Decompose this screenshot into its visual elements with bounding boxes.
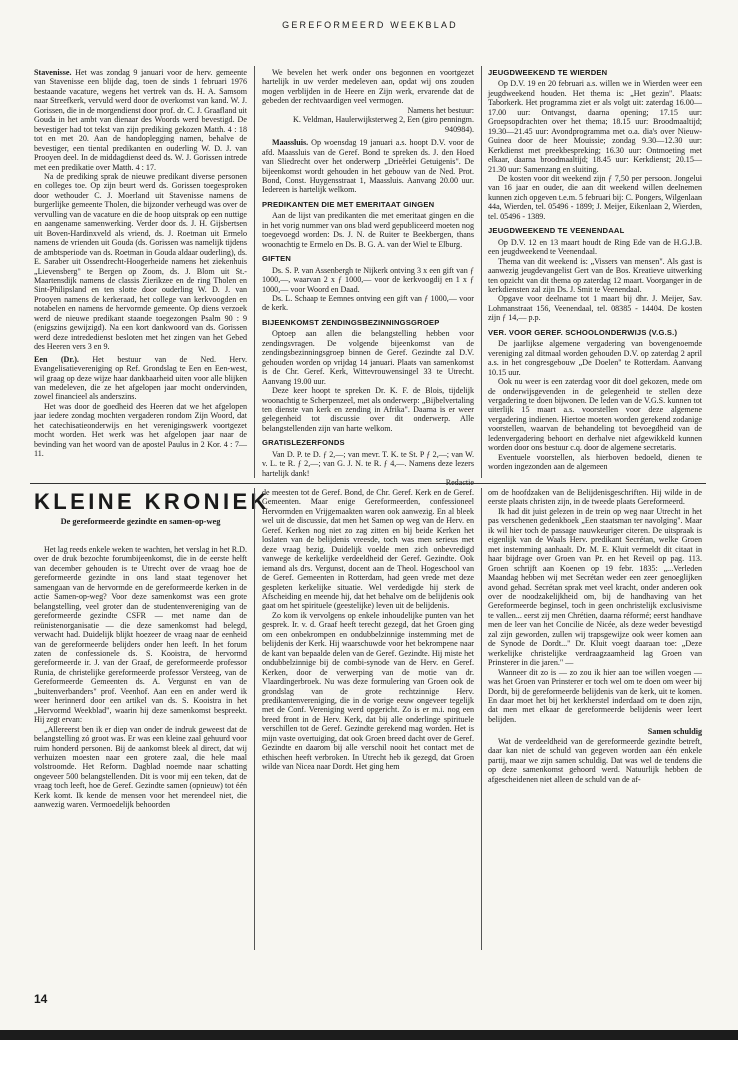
paragraph: Ds. L. Schaap te Eemnes ontving een gift van ƒ 1000,— voor de kerk. <box>262 293 474 313</box>
section-heading: JEUGDWEEKEND TE WIERDEN <box>488 68 608 77</box>
column-3 <box>488 68 702 474</box>
paragraph: Optoep aan allen die belangstelling hebben voor zendingsvragen. De volgende bijeenkomst van de zendingsbezinningsgroep binnen de Geref. Gezindte zal D.V. gehouden worden op vrijdag 14 januari. Plaats van samenkomst is de Chr. Geref. Kerk, Wittevrouwensingel 33 te Utrecht. Aanvang 19.00 uur. <box>262 329 474 386</box>
paragraph-text: Op woensdag 19 januari a.s. hoopt D.V. voor de afd. Maassluis van de Geref. Bond te spreken ds. J. den Hoed van Sliedrecht over het onderwerp „Drieërlei Getuigenis". De bijeenkomst wordt gehouden in het gebouw van de Ned. Prot. Bond, Const. Huygensstraat 1, Maassluis. Aanvang 20.00 uur. Iedereen is hartelijk welkom. <box>262 138 474 195</box>
scan-margin <box>0 1040 738 1068</box>
column-rule <box>481 66 482 478</box>
paragraph: Op D.V. 19 en 20 februari a.s. willen we in Wierden weer een jeugdweekend houden. Het thema is: „Het gezin". Plaats: Taborkerk. Het programma ziet er als volgt uit: zaterdag 16.00—17.00 uur: Ontvangst, daarna opening; 17.15 uur: Groepsopdrachten over het thema; 18.15 uur: Broodmaaltijd; 19.30—21.45 uur: Avondprogramma met o.a. dia's over Nieuw-Guinea door de heer Mouissie; zondag 9.30—12.30 uur: Kerkdienst met preekbespreking; 16.30 uur: Ontmoeting met elkaar, daarna broodmaaltijd; 18.45 uur: Kerkdienst; 20.15—21.30 uur: Samenzang en sluiting. <box>488 79 702 174</box>
column-2 <box>262 68 474 488</box>
column-rule <box>254 66 255 478</box>
signature: Redactie <box>445 478 474 488</box>
paragraph: om de hoofdzaken van de Belijdenisgeschriften. Hij wilde in de eerste plaats christen zijn, in de tweede plaats Gereformeerd. <box>488 488 702 507</box>
kleine-kroniek-subtitle: De gereformeerde gezindte en samen-op-weg <box>60 517 221 526</box>
paragraph: We bevelen het werk onder ons begonnen en voortgezet hartelijk in uw verder medeleven aan, opdat wij ons zouden mogen verblijden in de Heere en Zijn werk, ervarende dat de gebeden der rechtvaardigen veel vermogen. <box>262 68 474 106</box>
paragraph: Ook nu weer is een zaterdag voor dit doel gekozen, mede om de onderwijsgevenden in de gelegenheid te stellen deze vergadering te doen bijwonen. De leden van de V.G.S. kunnen tot uiterlijk 15 maart a.s. voorstellen voor deze algemene vergadering indienen. Hiertoe moeten worden gerekend zodanige voorstellen, waarvan de behandeling tot bevoegdheid van de ledenvergadering behoort en derhalve niet afgewikkeld kunnen worden door ons bestuur c.q. door de algemene secretaris. <box>488 377 702 453</box>
paragraph: „Allereerst ben ik er diep van onder de indruk geweest dat de belangstelling zó groot was. Er was een kleine zaal gehuurd voor ruim honderd personen. Bij de aankomst bleek al direct, dat wij verhuizen moesten naar een grotere zaal, die hele maal volstroomde. Het Reform. Dagblad noemde naar schatting ongeveer 500 belangstellenden. Dit is voor mij een teken, dat de vraag toch leeft, hoe de Geref. Gezindte samen (opnieuw) tot één Kerk komt. Ik kende de mensen voor het merendeel niet, die aanwezig waren. Vermoedelijk behoorden <box>34 724 247 810</box>
news-stavenisse <box>34 68 247 172</box>
section-divider <box>30 483 706 484</box>
paragraph-text: Het was zondag 9 januari voor de herv. gemeente van Stavenisse een blijde dag, toen de sinds 1 februari 1976 bestaande vacature, wegens het vertrek van ds. H. A. Samsom naar Streefkerk, vervuld werd door de overkomst van kand. W. J. Gorissen, die in de morgendienst door prof. dr. C. J. Graafland uit Gouda in het ambt van dienaar des Woords werd bevestigd. De bevestiger had tot tekst van zijn prediking gekozen Matth. 4 : 18 tot en met 20. Aan de handoplegging namen, behalve de bevestiger, een tiental predikanten en ouderling W. D. J. van Prooyen deel. In de middagdienst deed ds. W. J. Gorissen intrede met een predikatie over Matth. 4 : 17. <box>34 68 247 172</box>
paragraph: Van D. P. te D. ƒ 2,—; van mevr. T. K. te St. P ƒ 2,—; van W. v. L. te R. ƒ 2,—; van G. J. N. te R. ƒ 4,—. Namens deze lezers hartelijk dank! <box>262 449 474 478</box>
scan-edge-bar <box>0 1030 738 1040</box>
paragraph-lead: Maassluis. <box>272 138 309 148</box>
section-heading: JEUGDWEEKEND TE VEENENDAAL <box>488 226 625 236</box>
kroniek-column-3 <box>488 488 702 950</box>
section-heading: VER. VOOR GEREF. SCHOOLONDERWIJS (V.G.S.) <box>488 327 678 337</box>
signature-name: K. Veldman, Haulerwijksterweg 2, Een (giro penningm. 940984). <box>292 115 474 134</box>
paragraph-text: Het bestuur van de Ned. Herv. Evangelisatievereniging op Ref. Grondslag te Een en Een-west, wil graag op deze wijze haar dankbaarheid uiten voor alle blijken van medeleven, die ze het afgelopen jaar mocht ondervinden, zowel financieel als anderszins. <box>34 354 248 402</box>
paragraph: Ik had dit juist gelezen in de trein op weg naar Utrecht in het pas verschenen gedenkboek „Een staatsman ter navolging". Maar ik wil hier toch de passage nauwkeuriger citeren. De uitspraak is eigenlijk van de Waals Herv. predikant Secrétan, welke Groen met instemming aanhaalt. Dr. M. E. Kluit vermeldt dit citaat in haar bijdrage over Groen van Pr. en het Reveil op pag. 113. Groen schrijft aan Koenen op 19 febr. 1835: „...Verleden Maandag hebben wij met Secrétan weder een zeer genoeglijken avond gehad. Secrétan sprak met veel kracht, onder anderen ook over de noodzakelijkheid om, bij de handhaving van het Gereformeerde beginsel, toch in geen onchristelijk exclusivisme te vallen... eerst zij men Chrétien, daarna réformé; eerst handhave men de leer van het Concilie de Nicée, als deze weder bevestigd zal zijn geworden, zullen wij trapsgewijze ook weer komen aan de Synode de Dordt..." Dr. Kluit voegt daaraan toe: „Deze werkelijke christelijke verdraagzaamheid lag Groen van Prinsterer in die jaren." — <box>488 506 702 668</box>
column-1 <box>34 68 247 474</box>
paragraph: Thema van dit weekend is: „Vissers van mensen". Als gast is aanwezig jeugdevangelist Gert van de Bos. Kreatieve uitwerking ten opzicht van dit thema op zaterdag 12 maart. Voorganger in de kerkdiensten zal zijn Ds. J. Smit te Veenendaal. <box>488 256 702 294</box>
page-number: 14 <box>34 992 48 1006</box>
signature-line: Namens het bestuur: <box>407 105 474 115</box>
paragraph: De kosten voor dit weekend zijn ƒ 7,50 per persoon. Jongelui van 16 jaar en ouder, die aan dit weekend willen deelnemen kunnen zich opgeven t.e.m. 5 februari bij: C. Pongers, Wilgenlaan 44a, Wierden, tel. 05496 - 1899; J. Meijer, Eikenlaan 2, Wierden, tel. 05496 - 1389. <box>488 173 702 221</box>
paragraph: de meesten tot de Geref. Bond, de Chr. Geref. Kerk en de Geref. Gemeenten. Maar enige Gereformeerden, confessioneel Hervormden en Vrijgemaakten waren ook aanwezig. En al bleek wel uit de discussie, dat men het Samen op weg van de Herv. en Geref. Kerken nog niet zo zag zitten en bij beide Kerken het loslaten van de belijdenis vreesde, toch was men serieus met deze vraag bezig. Duidelijk voelde men zich onbevredigd vanwege de kerkelijke verdeeldheid der Geref. Gezindte. Ook iemand als drs. Vergunst, docent aan de Theol. Hogeschool van de Geref. Gemeenten in Rotterdam, had geen vrede met deze gespleten kerkelijke situatie. Wel verdedigde hij sterk de Afscheiding en meende hij, dat het behalve om de belijdenis ook gaat om het spirituele (geestelijke) leven uit de belijdenis. <box>262 488 474 611</box>
paragraph: Aan de lijst van predikanten die met emeritaat gingen en die in het vorig nummer van ons blad werd gepubliceerd moeten nog toegevoegd worden: Ds. J. N. de Ruiter te Beekbergen, thans woonachtig te Ermelo en Ds. B. G. A. van der Wiel te Elburg. <box>262 211 474 249</box>
subheading: Samen schuldig <box>647 727 702 737</box>
column-rule <box>481 488 482 950</box>
paragraph: Ds. S. P. van Assenbergh te Nijkerk ontving 3 x een gift van ƒ 1000,—, waarvan 2 x ƒ 1000,— voor de kerkvoogdij en 1 x ƒ 1000,— voor Woord en Daad. <box>262 265 474 294</box>
paragraph-lead: Een (Dr.). <box>34 354 79 364</box>
paragraph: Zo kom ik vervolgens op enkele inhoudelijke punten van het gesprek. Ir. v. d. Graaf heeft terecht gezegd, dat het Groen ging om een onbekrompen en ondubbelzinnige instemming met de belijdenis der Kerk. Hij waarschuwde voor het bekrompene naar de kant van bepaalde delen van de Geref. Gezindte. Hij miste het ondubbelzinnige bij de combi-synode van de Herv. en Geref. Kerken, door de verwerping van de motie van dr. Vlaardingerbroek. Nu was deze formulering van Groen ook de grondslag van de grote rechtzinnige Herv. predikantenvereniging, die in de vorige eeuw ongeveer tegelijk met de Conf. Vereniging werd opgericht. Zo is er m.i. nog een breed front in de Herv. Kerk, dat bij alle onderlinge spirituele verschillen tot de Geref. Gezindte gerekend mag worden. Het is mijn vaste overtuiging, dat ook Groen breed dacht over de Geref. Gezindte en daarom bij alle verschil nooit het contact met de ethischen heeft verbroken. In Utrecht heb ik gezegd, dat Groen wilde van Nicea naar Dordt. Het ging hem <box>262 610 474 772</box>
paragraph: Het was door de goedheid des Heeren dat we het afgelopen jaar iedere zondag mochten vergaderen rondom Zijn Woord, dat het catechisatieonderwijs en het verenigingswerk voortgezet mocht worden. Het werk was het afgelopen jaar naar de bevinding van het woord van de apostel Paulus in 2 Kor. 4 : 7—11. <box>34 401 247 459</box>
section-heading: GIFTEN <box>262 254 292 264</box>
paragraph: Wanneer dit zo is — zo zou ik hier aan toe willen voegen — was het Groen van Prinsterer er toch wel om te doen om weer bij Dordt, bij de gereformeerde belijdenis van de kerk, uit te komen. En daar moet het bij het kerkherstel inderdaad om te doen zijn, dat men met elkaar de gereformeerde belijdenis weer leert belijden. <box>488 667 702 724</box>
paragraph: Na de prediking sprak de nieuwe predikant diverse personen en colleges toe. Op zijn beurt werd ds. Gorissen toegesproken door wethouder C. J. Moerland uit Stavenisse namens de burgerlijke gemeente Tholen, die bijzonder verheugd was over de vervulling van de vacature en die de hoop uitsprak op een nuttige en aangename samenwerking. Verder door ds. J. H. Gijsbertsen uit Boven-Hardinxveld als vriend, ds. J. Roetman uit Ermelo namens de vrienden uit Gouda (ds. Gorissen was namelijk tijdens de ambtsperiode van ds. Roetman in Gouda aldaar ouderling), ds. E. Saraber uit Ossendrecht-Hoogerheide namens het ziekenhuis „Lievensberg" te Bergen op Zoom, ds. J. Blom uit St.-Maartensdijk namens de classis Zierikzee en de ring Tholen en Sint-Philipsland en ten slotte door ouderling W. D. J. van Prooyen namens de kerkeraad, het college van kerkvoogden en notabelen en namens de hervormde gemeente. Op diens verzoek werd de nieuwe predikant staande toegezongen Psalm 90 : 9 (enigszins gewijzigd). Na een kort dankwoord van ds. Gorissen werd deze intrededienst besloten met het zingen van het Gebed des Heeren vers 3 en 9. <box>34 171 247 352</box>
kroniek-column-1 <box>34 545 247 947</box>
running-head: GEREFORMEERD WEEKBLAD <box>282 20 458 30</box>
paragraph: Opgave voor deelname tot 1 maart bij dhr. J. Meijer, Sav. Lohmanstraat 156, Veenendaal, tel. 08385 - 14404. De kosten zijn ƒ 14,— p.p. <box>488 294 702 323</box>
paragraph: De jaarlijkse algemene vergadering van bovengenoemde vereniging zal ditmaal worden gehouden D.V. op zaterdag 2 april a.s. in het congresgebouw „De Doelen" te Rotterdam. Aanvang 10.15 uur. <box>488 339 702 377</box>
section-heading: PREDIKANTEN DIE MET EMERITAAT GINGEN <box>262 199 435 209</box>
section-heading: GRATISLEZERFONDS <box>262 438 345 448</box>
paragraph: Deze keer hoopt te spreken Dr. K. F. de Blois, tijdelijk woonachtig te Scherpenzeel, met als onderwerp: „Bijbelvertaling ten dienste van kerk en zending in Afrika". Daarna is er weer gelegenheid tot discussie over dit onderwerp. Alle belangstellenden zijn van harte welkom. <box>262 386 474 433</box>
paragraph: Eventuele voorstellen, als hierboven bedoeld, dienen te worden ingezonden aan de algemeen <box>488 452 702 472</box>
news-maassluis <box>262 138 474 195</box>
kleine-kroniek-title: KLEINE KRONIEK <box>34 489 270 514</box>
paragraph: Wat de verdeeldheid van de gereformeerde gezindte betreft, daar kan niet de schuld van gegeven worden aan één enkele partij, maar we zijn samen schuldig. Dat was wel de tendens die op deze samenkomst gehoord werd. Natuurlijk hebben de afgescheidenen niet alleen de schuld van de af- <box>488 736 702 784</box>
kroniek-column-2 <box>262 488 474 950</box>
paragraph-lead: Stavenisse. <box>34 68 72 77</box>
paragraph: Het lag reeds enkele weken te wachten, het verslag in het R.D. over de druk bezochte forumbijeenkomst, die in de eerste helft van december gehouden is te Utrecht over de vraag hoe de gereformeerde gezindte in ons land staat tegenover het samengaan van de hervormde en de gereformeerde kerken in de actie Samen-op-weg? Voor deze samenkomst was een grote belangstelling, veel groter dan de studentenvereniging van de gereformeerde gezindte CSFR — met name dan de reünistenorganisatie — die deze samenkomst had belegd, verwacht had. Duidelijk blijkt hoezeer de vraag naar de eenheid van de gereformeerde belijders onder hen leeft. In het forum zaten de confessionele ds. S. Kooistra, de hervormd gereformeerde ir. J. van der Graaf, de gereformeerde professor Runia, de christelijke gereformeerde professor Versteeg, van de Gereformeerde Gemeenten ds. A. Vergunst en van de „buitenverbanders" prof. Veenhof. Aan een en ander werd ik weer herinnerd door een artikel van ds. S. Kooistra in het „Hervormd Weekblad", waarin hij deze samenkomst bespreekt. Hij zegt ervan: <box>34 545 247 725</box>
paragraph: Op D.V. 12 en 13 maart houdt de Ring Ede van de H.G.J.B. een jeugdweekend te Veenendaal. <box>488 237 702 257</box>
news-een <box>34 355 247 402</box>
column-rule <box>254 488 255 950</box>
section-heading: BIJEENKOMST ZENDINGSBEZINNINGSGROEP <box>262 317 440 327</box>
